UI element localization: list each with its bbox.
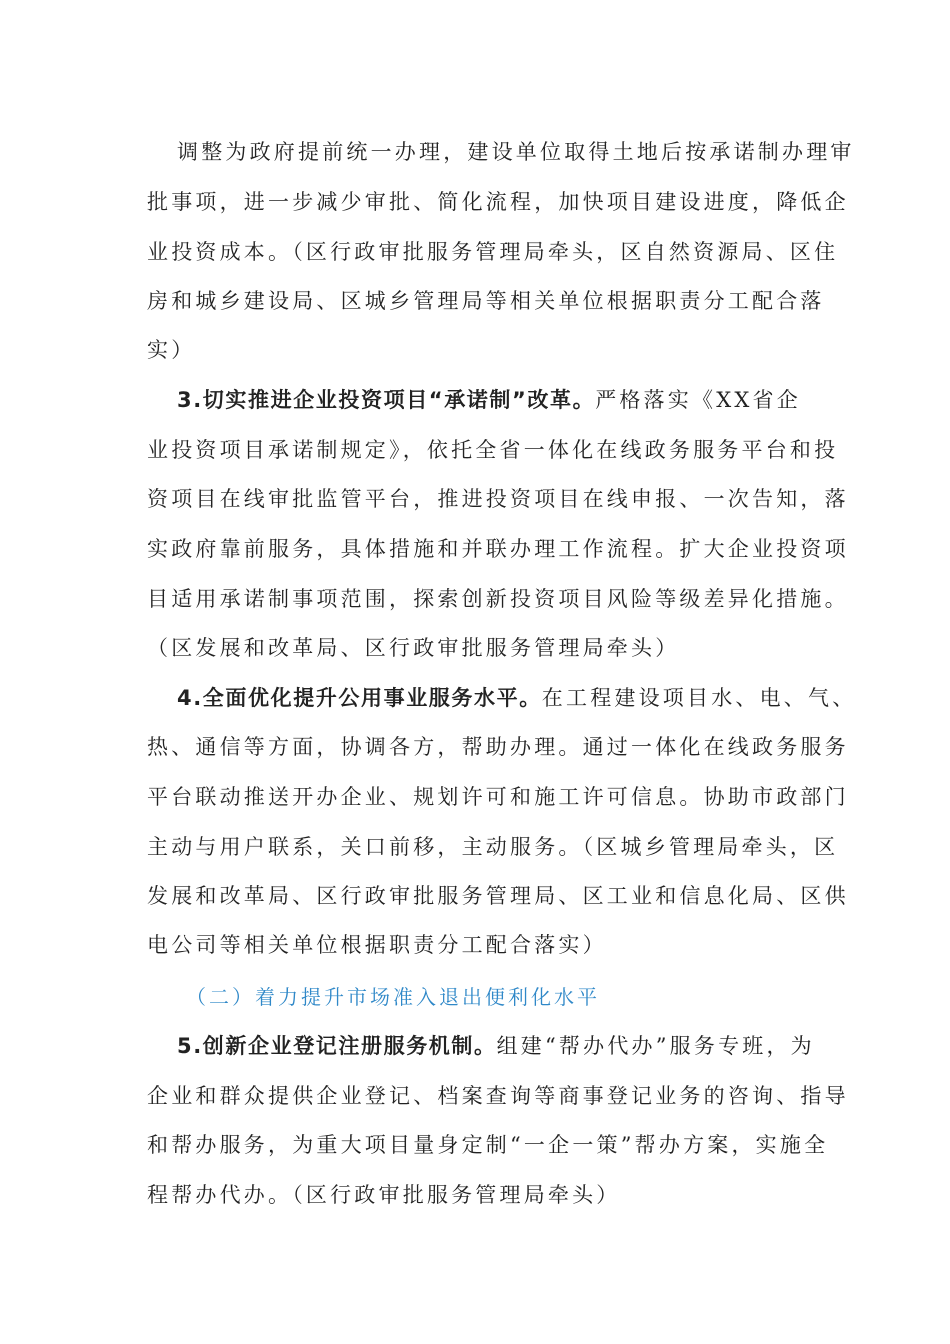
paragraph-line: 实） [147,338,196,362]
paragraph-line: 业投资项目承诺制规定》，依托全省一体化在线政务服务平台和投 [147,438,839,462]
section-heading: （二）着力提升市场准入退出便利化水平 [186,985,600,1009]
paragraph-line: 目适用承诺制事项范围，探索创新投资项目风险等级差异化措施。 [147,587,849,611]
paragraph-line: 实政府靠前服务，具体措施和并联办理工作流程。扩大企业投资项 [147,537,849,561]
paragraph-line: 热、通信等方面，协调各方，帮助办理。通过一体化在线政务服务 [147,735,849,759]
item-4-title: 4.全面优化提升公用事业服务水平。 [177,686,542,710]
item-3-text: 严格落实《XX省企 [595,388,801,412]
item-5-title: 5.创新企业登记注册服务机制。 [177,1034,497,1058]
item-3-title: 3.切实推进企业投资项目“承诺制”改革。 [177,388,596,412]
paragraph-line: 房和城乡建设局、区城乡管理局等相关单位根据职责分工配合落 [147,289,825,313]
paragraph-line: （区发展和改革局、区行政审批服务管理局牵头） [147,636,680,660]
paragraph-line: 平台联动推送开办企业、规划许可和施工许可信息。协助市政部门 [147,785,849,809]
paragraph-line: 发展和改革局、区行政审批服务管理局、区工业和信息化局、区供 [147,884,849,908]
paragraph-line: 资项目在线审批监管平台，推进投资项目在线申报、一次告知，落 [147,487,849,511]
item-4-first-line [177,683,856,713]
paragraph-line: 调整为政府提前统一办理，建设单位取得土地后按承诺制办理审 [177,140,855,164]
item-5-first-line [177,1031,815,1061]
item-4-text: 在工程建设项目水、电、气、 [541,686,857,710]
paragraph-line: 程帮办代办。（区行政审批服务管理局牵头） [147,1183,621,1207]
paragraph-line: 电公司等相关单位根据职责分工配合落实） [147,933,607,957]
paragraph-line: 企业和群众提供企业登记、档案查询等商事登记业务的咨询、指导 [147,1084,849,1108]
paragraph-line: 和帮办服务，为重大项目量身定制“一企一策”帮办方案，实施全 [147,1133,829,1157]
item-5-text: 组建“帮办代办”服务专班，为 [496,1034,815,1058]
item-3-first-line [177,385,801,415]
paragraph-line: 主动与用户联系，关口前移，主动服务。（区城乡管理局牵头，区 [147,835,839,859]
paragraph-line: 业投资成本。（区行政审批服务管理局牵头，区自然资源局、区住 [147,240,839,264]
paragraph-line: 批事项，进一步减少审批、简化流程，加快项目建设进度，降低企 [147,190,849,214]
